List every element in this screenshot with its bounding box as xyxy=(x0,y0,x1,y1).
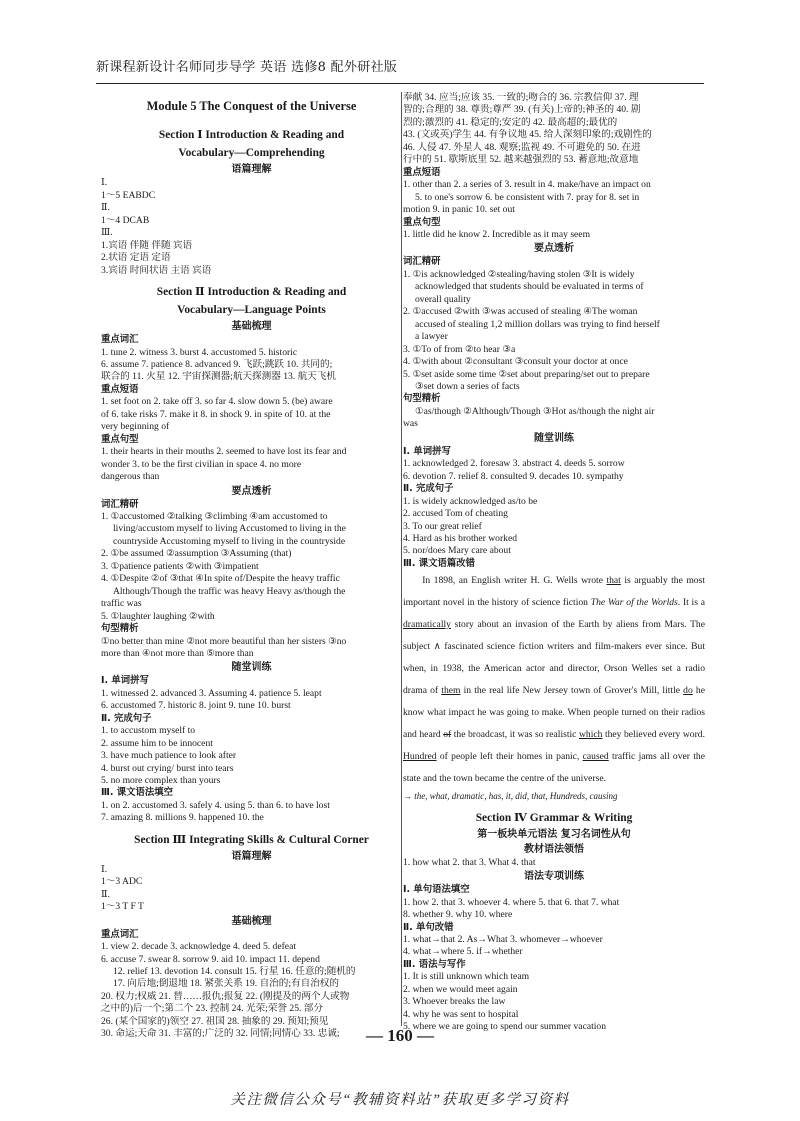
marked-word: dramatically xyxy=(403,619,451,631)
answer-line: 2. accused Tom of cheating xyxy=(403,508,508,520)
passage-text: is arguably the most important novel in the history of science fiction xyxy=(403,575,705,609)
section-2-title-b: Vocabulary—Language Points xyxy=(177,304,326,317)
answer-line: 1. set foot on 2. take off 3. so far 4. slow down 5. (be) aware xyxy=(101,396,333,408)
correction: what xyxy=(429,791,448,802)
answer-line: 智的;合理的 38. 尊贵;尊严 39. (有关)上帝的;神圣的 40. 剧 xyxy=(403,104,641,116)
right-subheading: 要点透析 xyxy=(534,243,574,255)
label-complete-sentences: Ⅱ. 完成句子 xyxy=(101,712,152,724)
answer-line: 3. ①patience patients ②with ③impatient xyxy=(101,560,259,572)
footer-note: 关注微信公众号“教辅资料站”获取更多学习资料 xyxy=(230,1092,570,1108)
correction: Hundreds xyxy=(549,791,585,802)
correction: did xyxy=(515,791,527,802)
answer-line: of 6. take risks 7. make it 8. in shock 9. in spite of 10. at the xyxy=(101,408,331,420)
label-complete-sentences: Ⅱ. 完成句子 xyxy=(403,483,454,495)
section-4-title: Section Ⅳ Grammar & Writing xyxy=(475,811,633,824)
answer-line: 30. 命运;天命 31. 丰富的;广泛的 32. 同情;同情心 33. 忠诚; xyxy=(101,1028,340,1040)
section-2-subheading: 要点透析 xyxy=(231,485,272,497)
section-4-subheading: 语法专项训练 xyxy=(524,871,584,883)
answer-line: 4. burst out crying/ burst into tears xyxy=(101,762,234,774)
marked-word: them xyxy=(441,685,461,697)
answer-line: 26. (某个国家的)领空 27. 祖国 28. 抽象的 29. 预知;预见 xyxy=(101,1015,329,1027)
label-key-sentences: 重点句型 xyxy=(403,216,441,228)
answer-line: 2. assume him to be innocent xyxy=(101,737,213,749)
book-title: The War of the Worlds xyxy=(590,597,678,609)
label-grammar-fill: Ⅲ. 课文语法填空 xyxy=(101,787,173,799)
answer-line: Ⅰ. xyxy=(101,863,108,875)
answer-line: 1～4 DCAB xyxy=(101,214,150,226)
answer-line: 7. amazing 8. millions 9. happened 10. the xyxy=(101,812,264,824)
answer-line: countryside Accustoming myself to living in the countryside xyxy=(113,535,346,547)
answer-line: 1. view 2. decade 3. acknowledge 4. deed 5. defeat xyxy=(101,941,296,953)
label-sentence-correction: Ⅱ. 单句改错 xyxy=(403,921,454,933)
answer-line: 5. no more complex than yours xyxy=(101,775,221,787)
section-3-subheading: 基础梳理 xyxy=(231,915,272,927)
answer-line: 4. why he was sent to hospital xyxy=(403,1008,519,1020)
label-key-sentences: 重点句型 xyxy=(101,433,139,445)
answer-line: 奉献 34. 应当;应该 35. 一致的;吻合的 36. 宗教信仰 37. 理 xyxy=(403,92,639,103)
answer-line: wonder 3. to be the first civilian in space 4. no more xyxy=(101,458,302,470)
answer-line: 46. 人侵 47. 外星人 48. 观察;监视 49. 不可避免的 50. 在进 xyxy=(403,141,641,153)
label-key-vocab: 重点词汇 xyxy=(101,928,139,940)
answer-line: motion 9. in panic 10. set out xyxy=(403,204,515,216)
answer-line: 1. is widely acknowledged as/to be xyxy=(403,495,538,507)
passage-text: In 1898, an English writer H. G. Wells wrote xyxy=(422,575,607,587)
answer-line: 17. 向后地;倒退地 18. 紧张关系 19. 自治的;有自治权的 xyxy=(113,978,339,990)
running-head: 新课程新设计名师同步导学 英语 选修8 配外研社版 xyxy=(96,60,398,75)
answer-line: was xyxy=(403,418,418,430)
label-vocab-study: 词汇精研 xyxy=(403,256,441,268)
marked-word: that xyxy=(606,575,621,587)
left-column xyxy=(101,92,402,1041)
answer-line: dangerous than xyxy=(101,471,160,483)
answer-line: 4. Hard as his brother worked xyxy=(403,532,518,544)
label-grammar-writing: Ⅲ. 语法与写作 xyxy=(403,958,466,970)
answer-line: 2.状语 定语 定语 xyxy=(101,252,171,264)
answer-line: 1. ①is acknowledged ②stealing/having stolen ③It is widely xyxy=(403,268,635,280)
correction: has xyxy=(488,791,502,802)
answer-line: 3.宾语 时间状语 主语 宾语 xyxy=(101,264,212,276)
section-3-title: Section Ⅲ Integrating Skills & Cultural Corner xyxy=(134,833,369,846)
correction: it xyxy=(505,791,511,802)
module-title: Module 5 The Conquest of the Universe xyxy=(146,99,357,113)
answer-line: 3. To our great relief xyxy=(403,520,482,532)
passage-text: they believed every word. xyxy=(602,729,705,741)
answer-line: a lawyer xyxy=(415,331,448,343)
correction: dramatic xyxy=(451,791,485,802)
passage-text: he know what impact he was going to make. When people turned on their radios and heard xyxy=(403,685,705,741)
label-key-vocab: 重点词汇 xyxy=(101,334,139,346)
answer-line: 6. devotion 7. relief 8. consulted 9. decades 10. sympathy xyxy=(403,470,624,482)
correction: causing xyxy=(589,791,618,802)
answer-line: accused of stealing 1,2 million dollars was trying to find herself xyxy=(415,318,660,330)
answer-line: 1. acknowledged 2. foresaw 3. abstract 4. deeds 5. sorrow xyxy=(403,458,625,470)
answer-line: living/accustom myself to living Accustomed to living in the xyxy=(113,523,346,535)
answer-line: 之中的)后一个;第二个 23. 控制 24. 光荣;荣誉 25. 部分 xyxy=(101,1003,323,1015)
deleted-word: of xyxy=(443,729,452,741)
section-3-subheading: 语篇理解 xyxy=(231,850,272,862)
marked-word: do xyxy=(683,685,693,697)
passage-text: story about an invasion of the Earth by aliens from Mars. The subject ∧ fascinated science fiction writers and film-makers ever since. But when, in 1938, the American actor and director, Orson Welles set a radio drama of xyxy=(403,619,705,697)
label-key-phrases: 重点短语 xyxy=(101,383,139,395)
label-grammar-fill: Ⅰ. 单句语法填空 xyxy=(403,884,470,896)
answer-line: Ⅰ. xyxy=(101,177,108,189)
passage-text: of people left their homes in panic, xyxy=(436,751,583,763)
section-2-subheading: 随堂训练 xyxy=(231,662,272,674)
answer-line: traffic was xyxy=(101,598,142,610)
answer-line: ①as/though ②Although/Though ③Hot as/though the night air xyxy=(415,405,655,417)
answer-line: 4. ①with about ②consultant ③consult your doctor at once xyxy=(403,356,628,368)
section-1-title-b: Vocabulary—Comprehending xyxy=(178,147,325,160)
correction-list: → the, what, dramatic, has, it, did, that, Hundreds, causing xyxy=(403,791,618,802)
answer-line: 1.宾语 伴随 伴随 宾语 xyxy=(101,239,193,251)
passage-text: the broadcast, it was so realistic xyxy=(451,729,579,741)
answer-line: 1. what→that 2. As→What 3. whomever→whoever xyxy=(403,934,603,946)
marked-word: caused xyxy=(582,751,609,763)
header-rule xyxy=(96,83,704,84)
section-4-subheading: 教材语法领悟 xyxy=(524,843,584,855)
label-sentence-study: 句型精析 xyxy=(403,393,441,405)
answer-line: 行中的 51. 歇斯底里 52. 越来越强烈的 53. 蓄意地;故意地 xyxy=(403,154,639,166)
answer-line: Ⅲ. xyxy=(101,227,113,239)
right-column xyxy=(403,92,705,1034)
answer-line: Although/Though the traffic was heavy Heavy as/though the xyxy=(113,585,346,597)
passage-text: . It is a xyxy=(677,597,705,609)
answer-line: 1. It is still unknown which team xyxy=(403,971,530,983)
section-1-title-a: Section Ⅰ Introduction & Reading and xyxy=(158,129,345,142)
page-number: — 160 — xyxy=(366,1026,434,1045)
section-2-subheading: 基础梳理 xyxy=(231,321,272,333)
answer-line: 2. when we would meet again xyxy=(403,983,518,995)
passage-text: traffic jams all over the state and the town became the centre of the universe. xyxy=(403,751,705,785)
answer-line: ③set down a series of facts xyxy=(415,380,520,392)
answer-line: more than ④not more than ⑤more than xyxy=(101,647,254,659)
answer-line: 5. nor/does Mary care about xyxy=(403,545,511,557)
answer-line: Ⅱ. xyxy=(101,202,110,214)
answer-line: 1～3 T F T xyxy=(101,901,144,913)
answer-line: 4. what→where 5. if→whether xyxy=(403,946,523,958)
answer-line: 1. other than 2. a series of 3. result in 4. make/have an impact on xyxy=(403,179,651,191)
answer-line: 1. their hearts in their mouths 2. seemed to have lost its fear and xyxy=(101,446,347,458)
passage-text: in the real life New Jersey town of Grover's Mill, little xyxy=(460,685,684,697)
answer-line: 1. tune 2. witness 3. burst 4. accustomed 5. historic xyxy=(101,346,298,358)
answer-line: 6. assume 7. patience 8. advanced 9. 飞跃;跳跃 10. 共同的; xyxy=(101,358,333,370)
answer-line: 5. where we are going to spend our summer vacation xyxy=(403,1021,607,1033)
answer-line: 1. to accustom myself to xyxy=(101,725,196,737)
marked-word: which xyxy=(578,729,603,741)
answer-line: 5. ①set aside some time ②set about preparing/set out to prepare xyxy=(403,368,650,380)
answer-line: 2. ①accused ②with ③was accused of stealing ④The woman xyxy=(403,306,638,318)
answer-line: 43. (文或英)学生 44. 有争议地 45. 给人深刻印象的;戏剧性的 xyxy=(403,129,652,141)
answer-line: ①no better than mine ②not more beautiful than her sisters ③no xyxy=(101,635,347,647)
answer-line: 20. 权力;权威 21. 替……报仇;报复 22. (刚提及的两个人或物 xyxy=(101,990,350,1002)
answer-line: overall quality xyxy=(415,293,471,305)
label-vocab-study: 词汇精研 xyxy=(101,498,139,510)
error-correction-passage xyxy=(403,570,705,790)
answer-line: 3. have much patience to look after xyxy=(101,750,237,762)
answer-line: Ⅱ. xyxy=(101,888,110,900)
section-1-subheading: 语篇理解 xyxy=(231,164,272,176)
answer-line: 1. ①accustomed ②talking ③climbing ④am accustomed to xyxy=(101,510,328,522)
answer-line: 1～5 EABDC xyxy=(101,189,156,201)
answer-line: 6. accuse 7. swear 8. sorrow 9. aid 10. impact 11. depend xyxy=(101,953,320,965)
answer-line: 1. witnessed 2. advanced 3. Assuming 4. patience 5. leapt xyxy=(101,687,322,699)
label-error-correction: Ⅲ. 课文语篇改错 xyxy=(403,557,475,569)
answer-line: acknowledged that students should be evaluated in terms of xyxy=(415,281,644,293)
answer-line: 2. ①be assumed ②assumption ③Assuming (that) xyxy=(101,548,292,560)
label-key-phrases: 重点短语 xyxy=(403,166,441,178)
answer-line: very beginning of xyxy=(101,421,170,433)
correction: the xyxy=(414,791,426,802)
answer-line: 4. ①Despite ②of ③that ④In spite of/Despite the heavy traffic xyxy=(101,573,340,585)
answer-line: 6. accustomed 7. historic 8. joint 9. tune 10. burst xyxy=(101,700,291,712)
answer-line: 5. ①laughter laughing ②with xyxy=(101,610,215,622)
right-subheading: 随堂训练 xyxy=(534,432,574,444)
label-spelling: Ⅰ. 单词拼写 xyxy=(101,675,149,687)
answer-line: 12. relief 13. devotion 14. consult 15. 行星 16. 任意的;随机的 xyxy=(113,966,356,978)
section-4-subheading: 第一板块单元语法 复习名词性从句 xyxy=(477,828,631,840)
label-sentence-study: 句型精析 xyxy=(101,623,139,635)
marked-word: Hundred xyxy=(403,751,437,763)
section-2-title-a: Section Ⅱ Introduction & Reading and xyxy=(156,286,347,299)
answer-line: 烈的;激烈的 41. 稳定的;安定的 42. 最高超的;最优的 xyxy=(403,116,618,128)
answer-line: 联合的 11. 火星 12. 宇宙探测器;航天探测器 13. 航天飞机 xyxy=(101,371,336,383)
answer-line: 3. Whoever breaks the law xyxy=(403,996,506,1008)
answer-line: 1～3 ADC xyxy=(101,876,143,888)
answer-line: 1. little did he know 2. Incredible as it may seem xyxy=(403,228,591,240)
answer-line: 1. how 2. that 3. whoever 4. where 5. that 6. that 7. what xyxy=(403,896,620,908)
answer-line: 8. whether 9. why 10. where xyxy=(403,909,513,921)
label-spelling: Ⅰ. 单词拼写 xyxy=(403,445,451,457)
answer-line: 1. on 2. accustomed 3. safely 4. using 5. than 6. to have lost xyxy=(101,799,330,811)
answer-line: 1. how what 2. that 3. What 4. that xyxy=(403,856,536,868)
answer-line: 3. ①To of from ②to hear ③a xyxy=(403,343,516,355)
correction: that xyxy=(531,791,546,802)
answer-line: 5. to one's sorrow 6. be consistent with 7. pray for 8. set in xyxy=(415,191,640,203)
